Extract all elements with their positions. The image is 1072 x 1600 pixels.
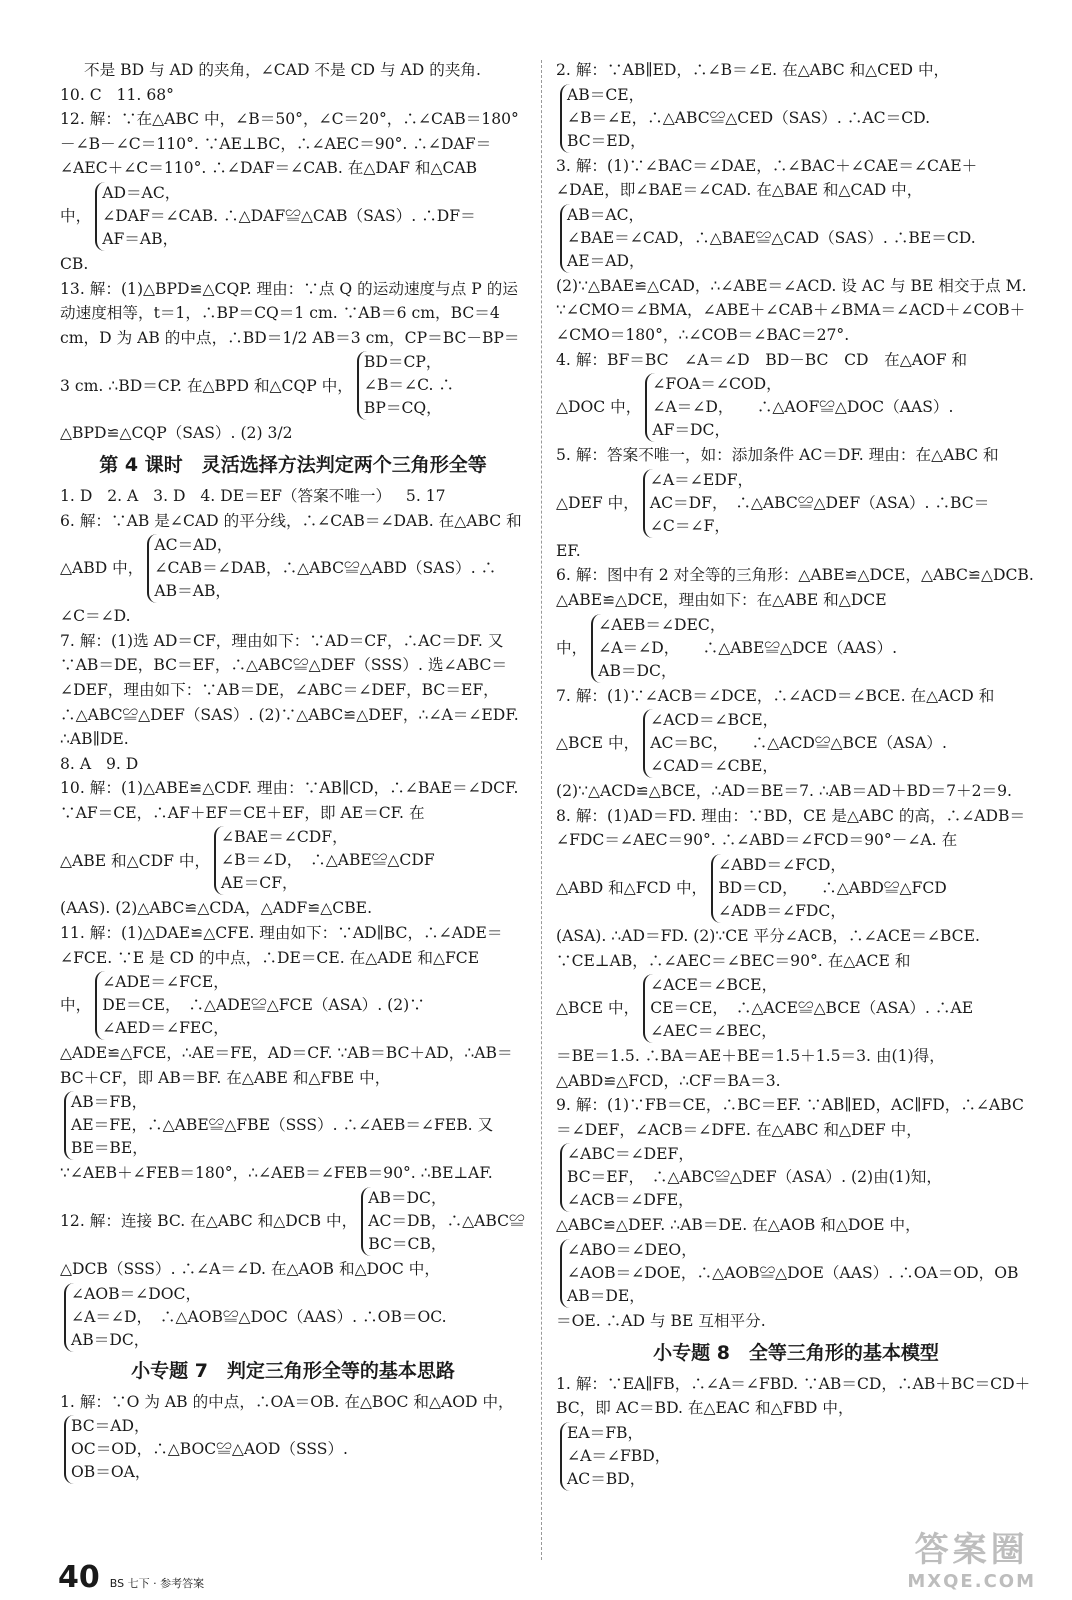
equation-system: [556, 974, 1036, 1043]
system-line: AB＝DC，: [368, 1189, 447, 1208]
answer-paragraph: 7. 解：(1)选 AD＝CF，理由如下：∵AD＝CF，∴AC＝DF. 又∵AB＝DE，BC＝EF，∴△ABC≌△DEF（SSS）. 选∠ABC＝∠DEF，理由如下：∵AB＝DE，∠ABC＝∠DEF，BC＝EF，∴△ABC≌△DEF（SAS）. (2)∵△ABC≌△DEF，∴∠A＝∠EDF. ∴AB∥DE.: [60, 631, 524, 749]
system-line: AB＝CE，: [567, 85, 645, 104]
system-line: AB＝DC，: [71, 1330, 150, 1349]
watermark-url: MXQE.COM: [907, 1571, 1036, 1592]
brace-group: [645, 373, 953, 442]
section-heading: 小专题 7 判定三角形全等的基本思路: [131, 1359, 455, 1382]
system-line: ∠AEB＝∠DEC，: [598, 615, 726, 634]
equation-system: [60, 1283, 526, 1352]
system-line: AC＝BD，: [567, 1469, 646, 1488]
answer-paragraph: 13. 解：(1)△BPD≌△CQP. 理由：∵点 Q 的运动速度与点 P 的运动速度相等，t＝1，∴BP＝CQ＝1 cm. ∵AB＝6 cm，BC＝4 cm，D 为 AB 的中点，∴BD＝1/2 AB＝3 cm，CP＝BC－BP＝: [60, 279, 520, 347]
equation-system: [556, 373, 1036, 442]
equation-system: [60, 534, 526, 603]
system-line: AB＝FB，: [71, 1093, 148, 1112]
system-line: BC＝ED，: [567, 131, 646, 150]
answer-paragraph: (ASA). ∴AD＝FD. (2)∵CE 平分∠ACB，∴∠ACE＝∠BCE. ∵CE⊥AB，∴∠AEC＝∠BEC＝90°. 在△ACE 和: [556, 926, 985, 970]
brace-group: [214, 826, 435, 895]
system-line: AE＝CF，: [221, 874, 298, 893]
page-number: 40: [58, 1560, 100, 1595]
answer-paragraph: △BPD≌△CQP（SAS）. (2) 3/2: [60, 424, 293, 443]
system-line: BP＝CQ，: [363, 399, 442, 418]
answer-paragraph: 9. 解：(1)∵FB＝CE，∴BC＝EF. ∵AB∥ED，AC∥FD，∴∠ABC＝∠DEF，∠ACB＝∠DFE. 在△ABC 和△DEF 中，: [556, 1096, 1024, 1139]
system-line: ∠ACD＝∠BCE，: [650, 711, 779, 730]
system-line: ∠CAD＝∠CBE，: [650, 757, 778, 776]
equation-system: [556, 1239, 1036, 1308]
system-lead-text: 中，: [556, 638, 588, 657]
equation-system: [60, 1187, 526, 1256]
answer-paragraph: CB.: [60, 254, 89, 273]
equation-system: [60, 1415, 526, 1484]
equation-system: [556, 204, 1036, 273]
system-line: ∠A＝∠D， ∴△ABE≌△DCE（AAS）.: [598, 638, 898, 657]
right-column: [556, 58, 1039, 1558]
system-line: ∠ADB＝∠FDC，: [718, 901, 846, 920]
brace-group: [64, 1415, 348, 1484]
system-lead-text: 中，: [60, 207, 92, 226]
brace-group: [591, 614, 897, 683]
answer-paragraph: 10. 解：(1)△ABE≌△CDF. 理由：∵AB∥CD，∴∠BAE＝∠DCF. ∵AF＝CE，∴AF＋EF＝CE＋EF，即 AE＝CF. 在: [60, 779, 524, 822]
system-line: ∠BAE＝∠CDF，: [221, 828, 348, 847]
page-footer: [58, 1560, 204, 1595]
brace-group: [560, 84, 930, 153]
system-line: ∠AOB＝∠DOC，: [71, 1284, 202, 1303]
answer-paragraph: 5. 解：答案不唯一，如：添加条件 AC＝DF. 理由：在△ABC 和: [556, 446, 999, 465]
section-heading: 小专题 8 全等三角形的基本模型: [653, 1341, 939, 1364]
system-line: ∠AEC＝∠BEC，: [650, 1022, 777, 1041]
system-line: ∠B＝∠E，∴△ABC≌△CED（SAS）. ∴AC＝CD.: [567, 108, 931, 127]
system-line: ∠A＝∠D， ∴△AOB≌△DOC（AAS）. ∴OB＝OC.: [71, 1307, 447, 1326]
system-line: BD＝CP，: [363, 353, 442, 372]
answer-paragraph: △DCB（SSS）. ∴∠A＝∠D. 在△AOB 和△DOC 中，: [60, 1260, 440, 1279]
system-line: ∠A＝∠FBD，: [567, 1446, 671, 1465]
brace-group: [711, 854, 947, 923]
answer-paragraph: △ADE≌△FCE，∴AE＝FE，AD＝CF. ∵AB＝BC＋AD，∴AB＝BC＋CF，即 AB＝BF. 在△ABE 和△FBE 中，: [60, 1044, 513, 1087]
answer-paragraph: (2)∵△BAE≌△CAD，∴∠ABE＝∠ACD. 设 AC 与 BE 相交于点 M. ∵∠CMO＝∠BMA，∠ABE＋∠CAB＋∠BMA＝∠ACD＋∠COB＋∠CMO＝180°，∴∠COB＝∠BAC＝27°.: [556, 276, 1032, 344]
equation-system: [60, 351, 526, 420]
system-line: ∠DAF＝∠CAB. ∴△DAF≌△CAB（SAS）. ∴DF＝: [102, 206, 476, 225]
system-line: ∠FOA＝∠COD，: [652, 375, 782, 394]
answer-paragraph: ∠C＝∠D.: [60, 607, 131, 626]
system-line: OC＝OD，∴△BOC≌△AOD（SSS）.: [71, 1440, 349, 1459]
system-lead-text: 中，: [60, 996, 92, 1015]
brace-group: [560, 204, 976, 273]
answer-paragraph: 1. 解：∵EA∥FB，∴∠A＝∠FBD. ∵AB＝CD，∴AB＋BC＝CD＋BC，即 AC＝BD. 在△EAC 和△FBD 中，: [556, 1374, 1031, 1418]
system-line: ∠A＝∠EDF，: [649, 470, 754, 489]
system-line: OB＝OA，: [71, 1463, 151, 1482]
brace-group: [95, 971, 425, 1040]
answer-paragraph: 1. D 2. A 3. D 4. DE＝EF（答案不唯一） 5. 17: [60, 486, 446, 505]
section-heading: 第 4 课时 灵活选择方法判定两个三角形全等: [99, 453, 487, 476]
equation-system: [556, 709, 1036, 778]
system-line: AE＝AD，: [567, 251, 645, 270]
answer-paragraph: △ABC≌△DEF. ∴AB＝DE. 在△AOB 和△DOE 中，: [556, 1216, 921, 1235]
system-line: EA＝FB，: [567, 1423, 644, 1442]
answer-paragraph: 1. 解：∵O 为 AB 的中点，∴OA＝OB. 在△BOC 和△AOD 中，: [60, 1392, 514, 1411]
system-lead-text: 12. 解：连接 BC. 在△ABC 和△DCB 中，: [60, 1212, 358, 1231]
system-line: AC＝DF， ∴△ABC≌△DEF（ASA）. ∴BC＝: [649, 493, 990, 512]
column-divider: [541, 60, 542, 1560]
watermark-text: 答案圈: [914, 1530, 1029, 1570]
answer-paragraph: 6. 解：∵AB 是∠CAD 的平分线，∴∠CAB＝∠DAB. 在△ABC 和: [60, 511, 522, 530]
system-lead-text: △DEF 中，: [556, 493, 639, 512]
system-lead-text: △BCE 中，: [556, 999, 640, 1018]
brace-group: [147, 534, 496, 603]
system-line: AB＝DC，: [598, 661, 677, 680]
system-line: AD＝AC，: [102, 183, 181, 202]
answer-paragraph: (2)∵△ACD≌△BCE，∴AD＝BE＝7. ∴AB＝AD＋BD＝7＋2＝9.: [556, 782, 1013, 801]
system-line: BE＝BE，: [71, 1139, 148, 1158]
system-line: BC＝AD，: [71, 1417, 150, 1436]
answer-paragraph: 不是 BD 与 AD 的夹角，∠CAD 不是 CD 与 AD 的夹角.: [84, 61, 481, 79]
brace-group: [361, 1187, 524, 1256]
left-column: [60, 58, 526, 1558]
brace-group: [643, 974, 973, 1043]
system-lead-text: △ABD 和△FCD 中，: [556, 879, 708, 898]
equation-system: [556, 1422, 1036, 1491]
answer-paragraph: 11. 解：(1)△DAE≌△CFE. 理由如下：∵AD∥BC，∴∠ADE＝∠FCE. ∵E 是 CD 的中点，∴DE＝CE. 在△ADE 和△FCE: [60, 924, 503, 967]
system-line: ∠AOB＝∠DOE，∴△AOB≌△DOE（AAS）. ∴OA＝OD，OB: [567, 1264, 1019, 1283]
answer-paragraph: 12. 解：∵在△ABC 中，∠B＝50°，∠C＝20°，∴∠CAB＝180°－∠B－∠C＝110°. ∵AE⊥BC，∴∠AEC＝90°. ∴∠DAF＝∠AEC＋∠C＝110°. ∴∠DAF＝∠CAB. 在△DAF 和△CAB: [60, 110, 519, 178]
answer-paragraph: 7. 解：(1)∵∠ACB＝∠DCE，∴∠ACD＝∠BCE. 在△ACD 和: [556, 686, 995, 705]
system-line: ∠ABC＝∠DEF，: [567, 1145, 694, 1164]
system-line: ∠BAE＝∠CAD，∴△BAE≌△CAD（SAS）. ∴BE＝CD.: [567, 228, 976, 247]
answer-paragraph: 10. C 11. 68°: [60, 85, 174, 104]
equation-system: [556, 469, 1036, 538]
system-line: ∠ABD＝∠FCD，: [718, 855, 846, 874]
system-lead-text: △DOC 中，: [556, 398, 642, 417]
equation-system: [556, 1143, 1036, 1212]
brace-group: [560, 1239, 1019, 1308]
brace-group: [560, 1143, 942, 1212]
system-line: BD＝CD， ∴△ABD≌△FCD: [718, 878, 947, 897]
system-line: ∠B＝∠C. ∴: [363, 376, 454, 395]
brace-group: [643, 469, 990, 538]
brace-group: [357, 351, 454, 420]
system-line: AF＝DC，: [652, 421, 731, 440]
system-line: ∠AED＝∠FEC，: [102, 1019, 229, 1038]
system-line: AB＝AC，: [567, 205, 645, 224]
system-line: AB＝DE，: [567, 1287, 645, 1306]
answer-paragraph: 3. 解：(1)∵∠BAC＝∠DAE，∴∠BAC＋∠CAE＝∠CAE＋∠DAE，即∠BAE＝∠CAD. 在△BAE 和△CAD 中，: [556, 156, 978, 200]
answer-paragraph: 8. 解：(1)AD＝FD. 理由：∵BD，CE 是△ABC 的高，∴∠ADB＝∠FDC＝∠AEC＝90°. ∴∠ABD＝∠FCD＝90°－∠A. 在: [556, 806, 1026, 850]
equation-system: [60, 182, 526, 251]
system-line: CE＝CE， ∴△ACE≌△BCE（ASA）. ∴AE: [650, 999, 974, 1018]
answer-paragraph: (AAS). (2)△ABC≌△CDA，△ADF≌△CBE.: [60, 899, 373, 918]
answer-paragraph: 8. A 9. D: [60, 754, 139, 773]
watermark-logo: [907, 1522, 1036, 1592]
equation-system: [60, 826, 526, 895]
brace-group: [643, 709, 947, 778]
system-lead-text: △ABD 中，: [60, 559, 144, 578]
answer-paragraph: ∵∠AEB＋∠FEB＝180°，∴∠AEB＝∠FEB＝90°. ∴BE⊥AF.: [60, 1164, 493, 1183]
system-line: AC＝DB，∴△ABC≌: [368, 1212, 525, 1231]
equation-system: [60, 971, 526, 1040]
system-line: ∠ADE＝∠FCE，: [102, 973, 229, 992]
system-line: ∠A＝∠D， ∴△AOF≌△DOC（AAS）.: [652, 398, 954, 417]
equation-system: [60, 1091, 526, 1160]
system-lead-text: 3 cm. ∴BD＝CP. 在△BPD 和△CQP 中，: [60, 376, 353, 395]
answer-paragraph: EF.: [556, 541, 581, 560]
footer-label: BS 七下 · 参考答案: [109, 1577, 205, 1590]
system-line: ∠ACE＝∠BCE，: [650, 976, 778, 995]
system-line: AB＝AB，: [154, 582, 232, 601]
system-line: ∠C＝∠F，: [649, 516, 730, 535]
system-line: AC＝AD，: [154, 536, 233, 555]
brace-group: [560, 1422, 670, 1491]
brace-group: [64, 1283, 447, 1352]
system-line: DE＝CE， ∴△ADE≌△FCE（ASA）. (2)∵: [102, 996, 425, 1015]
system-line: BC＝CB，: [368, 1235, 447, 1254]
system-line: ∠B＝∠D， ∴△ABE≌△CDF: [221, 851, 435, 870]
equation-system: [556, 84, 1036, 153]
answer-paragraph: 6. 解：图中有 2 对全等的三角形：△ABE≌△DCE，△ABC≌△DCB. △ABE≌△DCE，理由如下：在△ABE 和△DCE: [556, 566, 1039, 609]
system-line: ∠CAB＝∠DAB，∴△ABC≌△ABD（SAS）. ∴: [154, 559, 497, 578]
brace-group: [64, 1091, 493, 1160]
brace-group: [95, 182, 476, 251]
system-lead-text: △ABE 和△CDF 中，: [60, 851, 211, 870]
system-lead-text: △BCE 中，: [556, 734, 640, 753]
system-line: ∠ABO＝∠DEO，: [567, 1241, 697, 1260]
answer-paragraph: 4. 解：BF＝BC ∠A＝∠D BD－BC CD 在△AOF 和: [556, 350, 968, 369]
answer-paragraph: ＝BE＝1.5. ∴BA＝AE＋BE＝1.5＋1.5＝3. 由(1)得，△ABD≌△FCD，∴CF＝BA＝3.: [556, 1047, 945, 1090]
system-line: AF＝AB，: [102, 229, 179, 248]
system-line: AE＝FE，∴△ABE≌△FBE（SSS）. ∴∠AEB＝∠FEB. 又: [71, 1116, 494, 1135]
answer-paragraph: ＝OE. ∴AD 与 BE 互相平分.: [556, 1312, 766, 1331]
equation-system: [556, 854, 1036, 923]
system-line: AC＝BC， ∴△ACD≌△BCE（ASA）.: [650, 734, 947, 753]
equation-system: [556, 614, 1036, 683]
answer-paragraph: 2. 解：∵AB∥ED，∴∠B＝∠E. 在△ABC 和△CED 中，: [556, 61, 950, 79]
system-line: BC＝EF， ∴△ABC≌△DEF（ASA）. (2)由(1)知，: [567, 1168, 942, 1187]
system-line: ∠ACB＝∠DFE，: [567, 1191, 694, 1210]
